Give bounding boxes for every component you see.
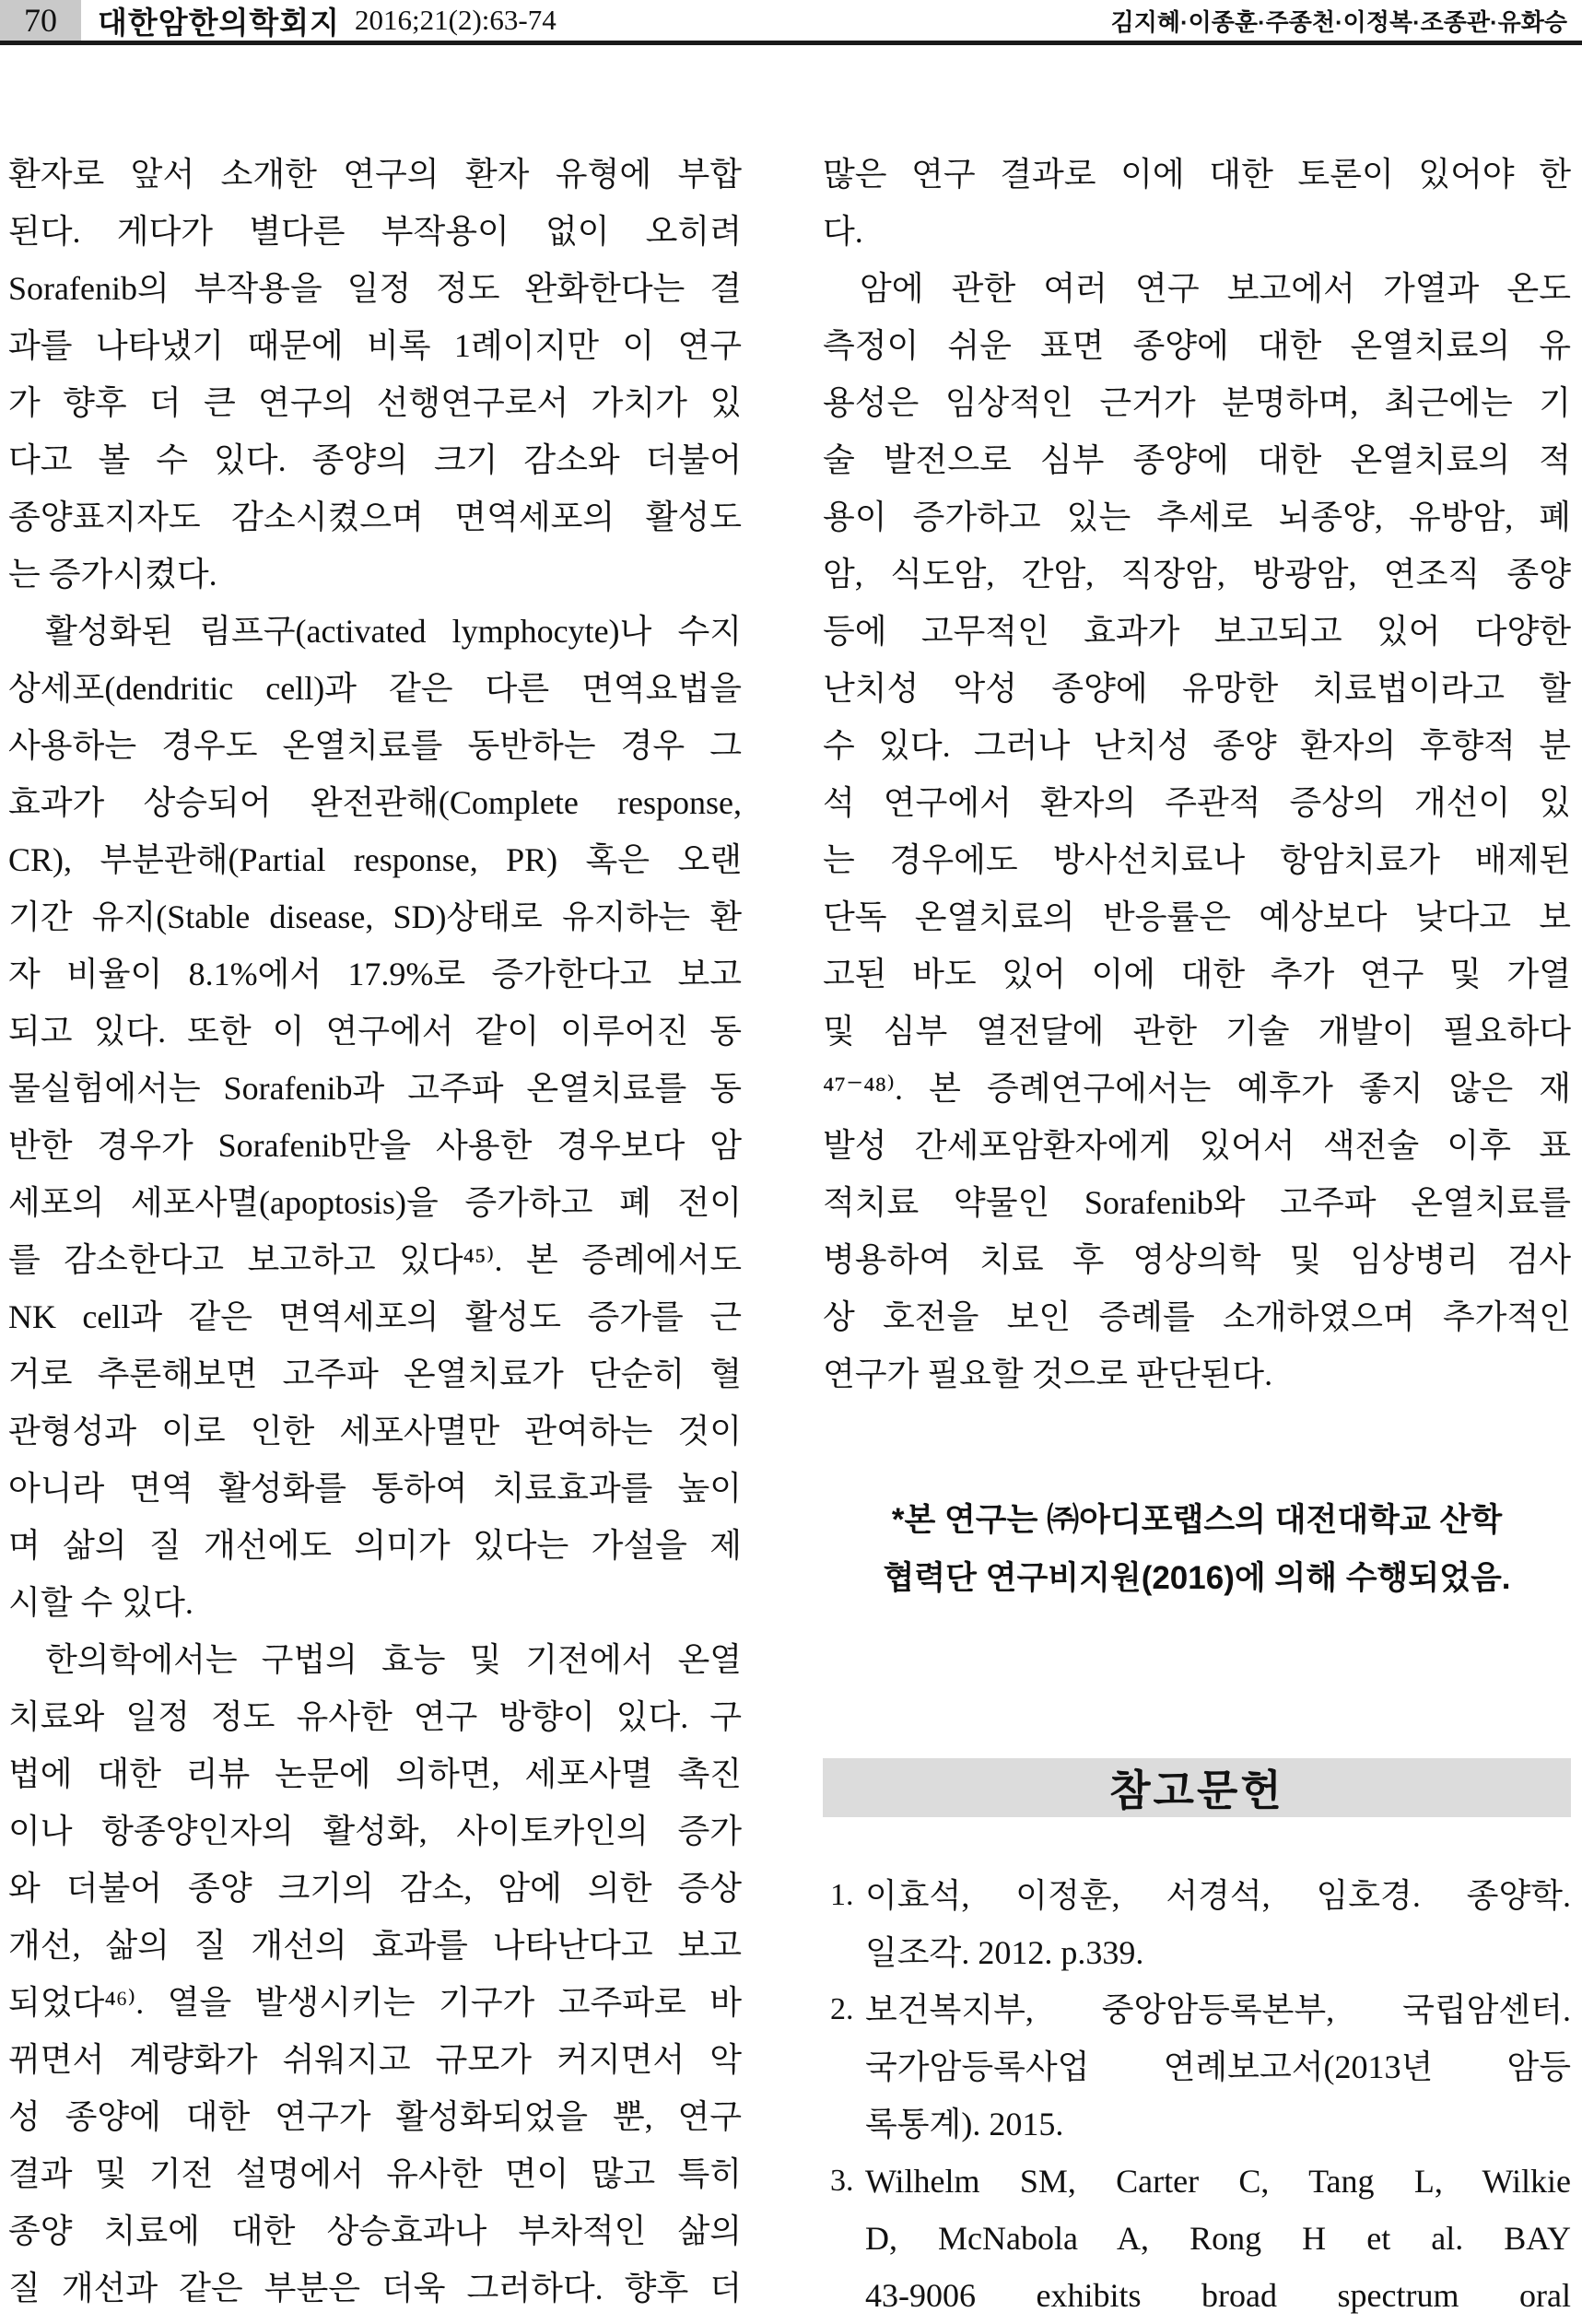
text-line: 되었다⁴⁶⁾. 열을 발생시키는 기구가 고주파로 바 — [8, 1984, 742, 2021]
text-line: 및 심부 열전달에 관한 기술 개발이 필요하다 — [823, 1013, 1571, 1050]
references-list — [823, 1867, 1571, 2324]
reference-item — [823, 1981, 1571, 2153]
text-line: 고된 바도 있어 이에 대한 추가 연구 및 가열 — [823, 956, 1571, 992]
text-line: 수 있다. 그러나 난치성 종양 환자의 후향적 분 — [823, 727, 1571, 764]
references-heading: 참고문헌 — [1109, 1767, 1284, 1814]
text-line: 상 호전을 보인 증례를 소개하였으며 추가적인 — [823, 1298, 1571, 1335]
text-line: 물실험에서는 Sorafenib과 고주파 온열치료를 동 — [8, 1070, 742, 1107]
journal-issue: 2016;21(2):63-74 — [355, 4, 557, 36]
text-line: NK cell과 같은 면역세포의 활성도 증가를 근 — [8, 1298, 742, 1335]
text-line: Sorafenib의 부작용을 일정 정도 완화한다는 결 — [8, 270, 742, 307]
journal-title: 대한암한의학회지 — [98, 5, 341, 40]
text-line: 한의학에서는 구법의 효능 및 기전에서 온열 — [45, 1641, 742, 1678]
right-column — [823, 146, 1571, 2324]
text-line: 세포의 세포사멸(apoptosis)을 증가하고 폐 전이 — [8, 1184, 742, 1221]
text-line: 는 증가시켰다. — [8, 556, 217, 593]
text-line: 이나 항종양인자의 활성화, 사이토카인의 증가 — [8, 1813, 742, 1849]
text-line: 측정이 쉬운 표면 종양에 대한 온열치료의 유 — [823, 327, 1571, 364]
text-line: 가 향후 더 큰 연구의 선행연구로서 가치가 있 — [8, 384, 742, 421]
text-line: 와 더불어 종양 크기의 감소, 암에 의한 증상 — [8, 1870, 742, 1907]
text-line: 되고 있다. 또한 이 연구에서 같이 이루어진 동 — [8, 1013, 742, 1050]
reference-line: 국가암등록사업 연례보고서(2013년 암등 — [865, 2048, 1571, 2085]
text-line: 등에 고무적인 효과가 보고되고 있어 다양한 — [823, 613, 1571, 650]
text-line: 상세포(dendritic cell)과 같은 다른 면역요법을 — [8, 670, 742, 707]
text-line: 환자로 앞서 소개한 연구의 환자 유형에 부합 — [8, 156, 742, 193]
references-heading-box — [823, 1758, 1571, 1817]
text-line: CR), 부분관해(Partial response, PR) 혹은 오랜 — [8, 841, 742, 878]
text-line: 를 감소한다고 보고하고 있다⁴⁵⁾. 본 증례에서도 — [8, 1241, 742, 1278]
text-line: 다고 볼 수 있다. 종양의 크기 감소와 더불어 — [8, 441, 742, 478]
text-line: 사용하는 경우도 온열치료를 동반하는 경우 그 — [8, 727, 742, 764]
text-line: 결과 및 기전 설명에서 유사한 면이 많고 특히 — [8, 2155, 742, 2192]
text-line: 병용하여 치료 후 영상의학 및 임상병리 검사 — [823, 1241, 1571, 1278]
reference-line: 이효석, 이정훈, 서경석, 임호경. 종양학. — [865, 1877, 1571, 1914]
reference-number: 1. — [830, 1878, 854, 1912]
text-line: 반한 경우가 Sorafenib만을 사용한 경우보다 암 — [8, 1127, 742, 1164]
text-line: 거로 추론해보면 고주파 온열치료가 단순히 혈 — [8, 1356, 742, 1392]
text-line: 기간 유지(Stable disease, SD)상태로 유지하는 환 — [8, 898, 742, 935]
text-line: 된다. 게다가 별다른 부작용이 없이 오히려 — [8, 213, 742, 250]
page-header — [0, 0, 1582, 41]
text-line: 암에 관한 여러 연구 보고에서 가열과 온도 — [860, 270, 1571, 307]
text-line: 난치성 악성 종양에 유망한 치료법이라고 할 — [823, 670, 1571, 707]
acknowledgment — [823, 1491, 1571, 1607]
text-line: 뀌면서 계량화가 쉬워지고 규모가 커지면서 악 — [8, 2041, 742, 2078]
reference-line: D, McNabola A, Rong H et al. BAY — [865, 2220, 1571, 2257]
reference-item — [823, 2153, 1571, 2324]
text-line: 아니라 면역 활성화를 통하여 치료효과를 높이 — [8, 1470, 742, 1507]
text-line: 적치료 약물인 Sorafenib와 고주파 온열치료를 — [823, 1184, 1571, 1221]
reference-line: Wilhelm SM, Carter C, Tang L, Wilkie — [865, 2163, 1571, 2200]
text-line: 종양표지자도 감소시켰으며 면역세포의 활성도 — [8, 499, 742, 535]
page-number: 70 — [24, 2, 57, 39]
acknowledgment-line: 협력단 연구비지원(2016)에 의해 수행되었음. — [883, 1560, 1511, 1596]
text-line: 법에 대한 리뷰 논문에 의하면, 세포사멸 촉진 — [8, 1755, 742, 1792]
text-line: 종양 치료에 대한 상승효과나 부차적인 삶의 — [8, 2212, 742, 2249]
text-line: 용이 증가하고 있는 추세로 뇌종양, 유방암, 폐 — [823, 499, 1571, 535]
text-line: 자 비율이 8.1%에서 17.9%로 증가한다고 보고 — [8, 956, 742, 992]
text-line: 술 발전으로 심부 종양에 대한 온열치료의 적 — [823, 441, 1571, 478]
text-line: 다. — [823, 213, 863, 250]
reference-item — [823, 1867, 1571, 1981]
right-column-text — [823, 146, 1571, 1403]
reference-line: 록통계). 2015. — [865, 2106, 1064, 2142]
text-line: 암, 식도암, 간암, 직장암, 방광암, 연조직 종양 — [823, 556, 1571, 593]
acknowledgment-line: *본 연구는 ㈜아디포랩스의 대전대학교 산학 — [891, 1502, 1503, 1538]
text-line: 많은 연구 결과로 이에 대한 토론이 있어야 한 — [823, 156, 1571, 193]
text-line: 성 종양에 대한 연구가 활성화되었을 뿐, 연구 — [8, 2098, 742, 2135]
text-line: 개선, 삶의 질 개선의 효과를 나타난다고 보고 — [8, 1927, 742, 1964]
text-line: 효과가 상승되어 완전관해(Complete response, — [8, 784, 742, 821]
reference-line: 43-9006 exhibits broad spectrum oral — [865, 2277, 1571, 2314]
reference-line: 일조각. 2012. p.339. — [865, 1934, 1144, 1971]
text-line: 단독 온열치료의 반응률은 예상보다 낮다고 보 — [823, 898, 1571, 935]
text-line: 관형성과 이로 인한 세포사멸만 관여하는 것이 — [8, 1413, 742, 1450]
text-line: 치료와 일정 정도 유사한 연구 방향이 있다. 구 — [8, 1698, 742, 1735]
text-line: 활성화된 림프구(activated lymphocyte)나 수지 — [45, 613, 742, 650]
text-line: 며 삶의 질 개선에도 의미가 있다는 가설을 제 — [8, 1527, 742, 1564]
page-body — [0, 146, 1582, 2324]
text-line: 연구가 필요할 것으로 판단된다. — [823, 1356, 1273, 1392]
text-line: 는 경우에도 방사선치료나 항암치료가 배제된 — [823, 841, 1571, 878]
text-line: 발성 간세포암환자에게 있어서 색전술 이후 표 — [823, 1127, 1571, 1164]
left-column — [8, 146, 742, 2324]
reference-number: 3. — [830, 2164, 854, 2198]
text-line: 용성은 임상적인 근거가 분명하며, 최근에는 기 — [823, 384, 1571, 421]
page-number-box — [0, 0, 81, 41]
text-line: 석 연구에서 환자의 주관적 증상의 개선이 있 — [823, 784, 1571, 821]
authors: 김지혜·이종훈·주종천·이정복·조종관·유화승 — [1110, 7, 1567, 36]
reference-number: 2. — [830, 1992, 854, 2026]
text-line: 시할 수 있다. — [8, 1584, 193, 1621]
text-line: 과를 나타냈기 때문에 비록 1례이지만 이 연구 — [8, 327, 742, 364]
reference-line: 보건복지부, 중앙암등록본부, 국립암센터. — [865, 1991, 1571, 2028]
text-line: 질 개선과 같은 부분은 더욱 그러하다. 향후 더 — [8, 2270, 742, 2306]
text-line: ⁴⁷⁻⁴⁸⁾. 본 증례연구에서는 예후가 좋지 않은 재 — [823, 1070, 1571, 1107]
